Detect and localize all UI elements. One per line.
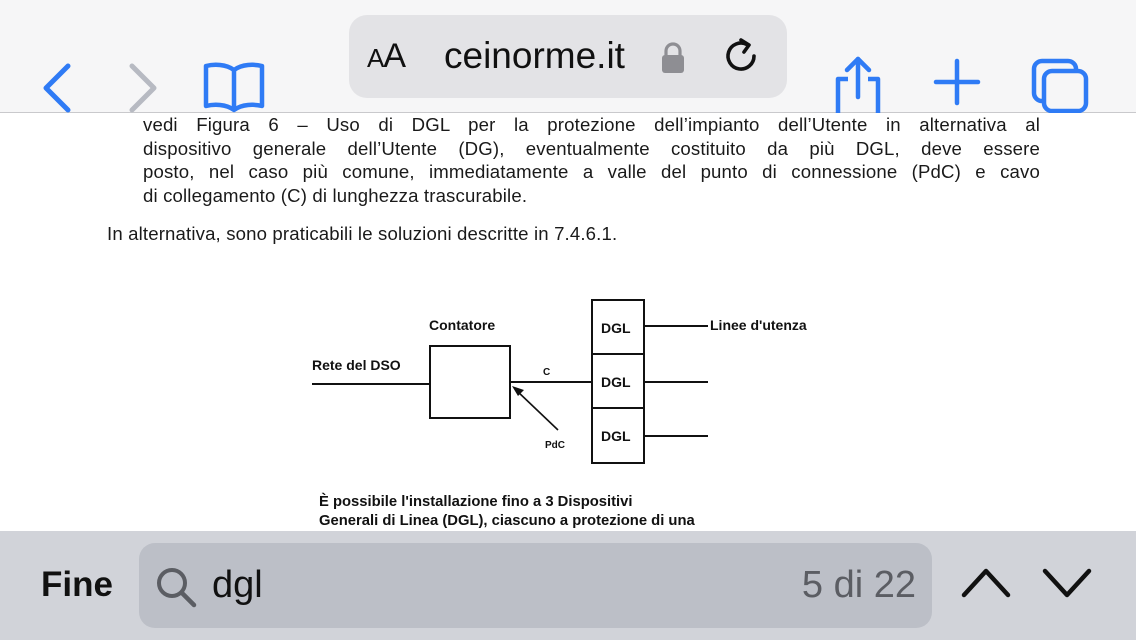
pdf-page[interactable] [0,113,1136,531]
plus-icon [932,57,982,107]
back-button[interactable] [30,28,80,88]
pdc-arrowhead [512,386,524,396]
dgl-label: DGL [601,320,631,336]
find-search-box[interactable] [139,543,932,628]
chevron-down-icon [1041,561,1093,605]
done-button[interactable]: Fine [41,565,113,604]
reload-icon[interactable] [721,36,763,78]
body-paragraph [143,113,1040,207]
meter-box [430,346,510,418]
forward-button[interactable] [120,28,170,88]
chevron-right-icon [120,58,170,118]
address-bar[interactable] [349,15,787,98]
caption-line: È possibile l'installazione fino a 3 Dispositivi [319,494,633,510]
domain-label: ceinorme.it [444,35,625,76]
para-line: dispositivo generale dell’Utente (DG), eventualmente costituito da più DGL, deve essere [143,137,1040,159]
para-line: di collegamento (C) di lunghezza trascurabile. [143,184,528,206]
pdc-label: PdC [545,440,565,451]
pdc-arrow [516,390,558,430]
dgl-label: DGL [601,374,631,390]
new-tab-button[interactable] [932,32,982,82]
meter-label: Contatore [429,317,496,333]
share-icon [828,55,888,121]
dgl-label: DGL [601,428,631,444]
lines-label: Linee d'utenza [710,317,807,333]
tabs-button[interactable] [1030,30,1092,86]
book-icon [200,58,268,114]
lock-icon [661,42,685,74]
match-count: 5 di 22 [801,564,916,606]
caption-line: Generali di Linea (DGL), ciascuno a protezione di una [319,513,695,529]
tabs-icon [1030,58,1092,114]
figure-caption [319,493,695,531]
text-size-button[interactable]: AA [367,37,406,75]
next-match-button[interactable] [1041,561,1093,608]
chevron-up-icon [960,561,1012,605]
grid-label: Rete del DSO [312,357,401,373]
find-on-page-bar [0,531,1136,640]
previous-match-button[interactable] [960,561,1012,608]
para-line: vedi Figura 6 – Uso di DGL per la protezione dell’impianto dell’Utente in alternativa al [143,114,1040,135]
body-paragraph-2: In alternativa, sono praticabili le soluzioni descritte in 7.4.6.1. [107,223,618,244]
browser-toolbar [0,0,1136,113]
bookmarks-button[interactable] [200,30,268,86]
cable-label: C [543,367,551,378]
para-line: posto, nel caso più comune, immediatamente a valle del punto di connessione (PdC) e cavo [143,161,1040,183]
share-button[interactable] [828,22,888,88]
magnifier-icon [155,566,197,608]
chevron-left-icon [30,58,80,118]
connection-diagram [300,293,860,473]
find-input[interactable] [212,557,772,613]
